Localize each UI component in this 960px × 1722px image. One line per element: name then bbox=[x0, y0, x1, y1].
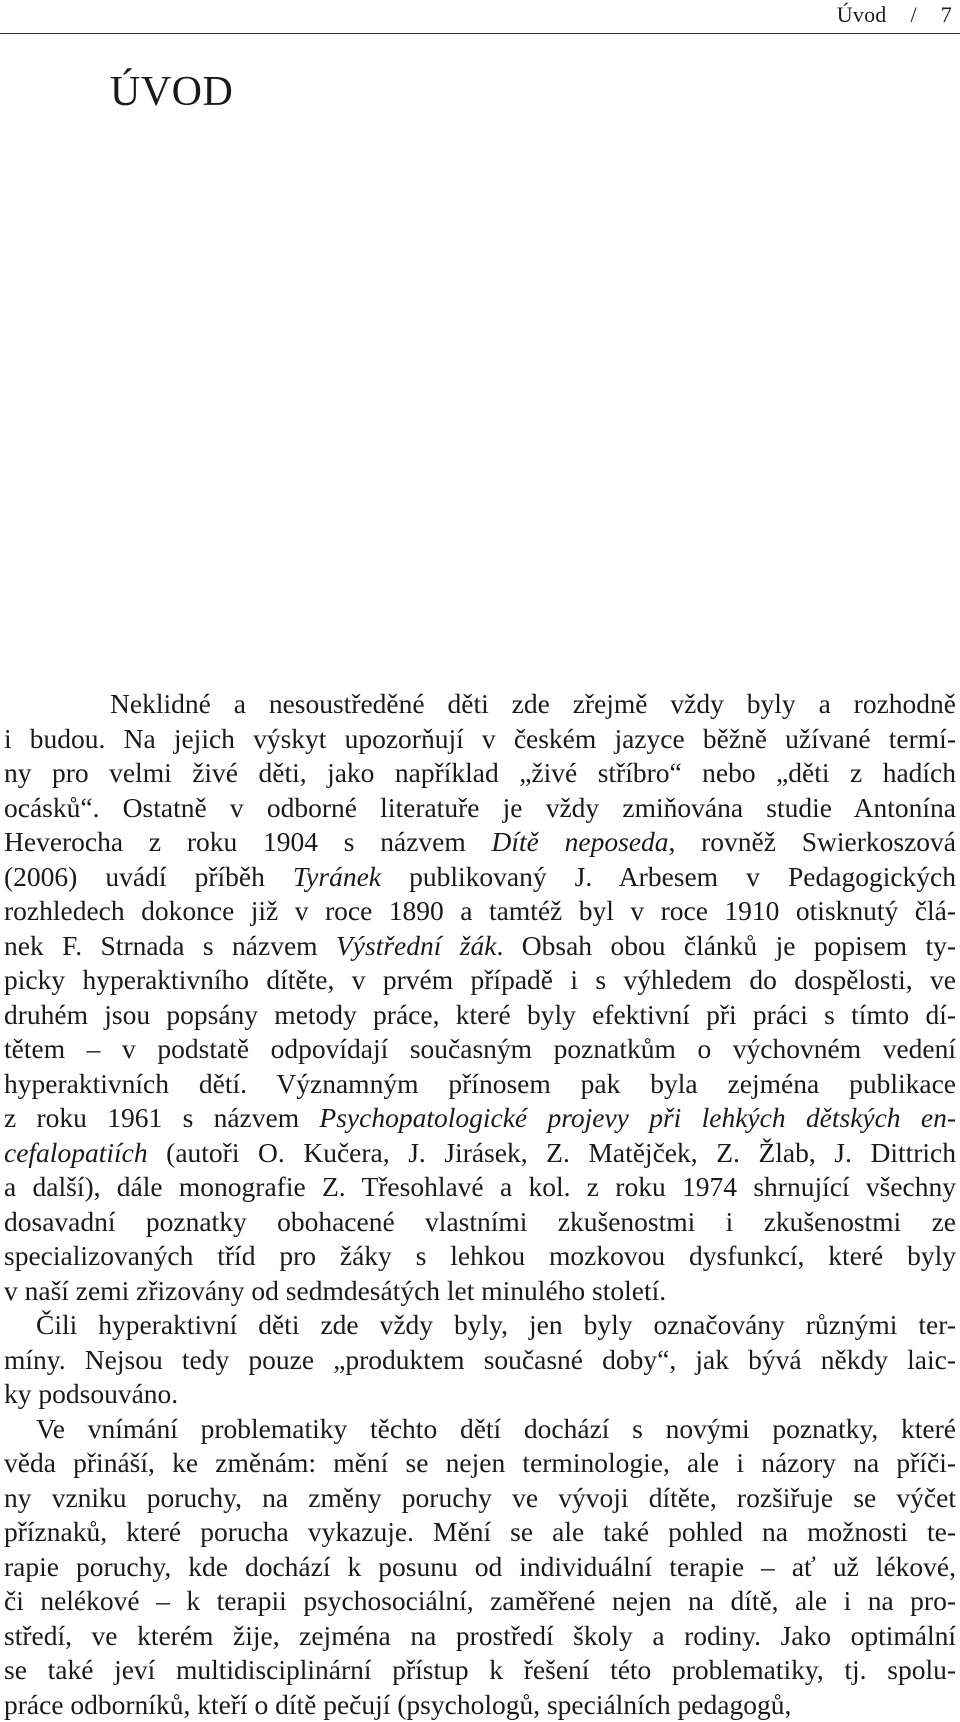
italic-title: Výstřední žák bbox=[336, 930, 496, 961]
text-line: rozhledech dokonce již v roce 1890 a tamtéž byl v roce 1910 otisknutý člá- bbox=[4, 894, 956, 929]
text-line: cefalopatiích (autoři O. Kučera, J. Jirásek, Z. Matějček, Z. Žlab, J. Dittrich bbox=[4, 1136, 956, 1171]
text-line: ny vzniku poruchy, na změny poruchy ve vývoji dítěte, rozšiřuje se výčet bbox=[4, 1481, 956, 1516]
text-line: věda přináší, ke změnám: mění se nejen terminologie, ale i názory na příči- bbox=[4, 1446, 956, 1481]
text-line: (2006) uvádí příběh Tyránek publikovaný J. Arbesem v Pedagogických bbox=[4, 860, 956, 895]
running-head-section: Úvod bbox=[837, 2, 887, 27]
italic-title: Psychopatologické projevy při lehkých dětských en- bbox=[319, 1102, 956, 1133]
text-line: a další), dále monografie Z. Třesohlavé a kol. z roku 1974 shrnující všechny bbox=[4, 1170, 956, 1205]
text-line: i budou. Na jejich výskyt upozorňují v českém jazyce běžně užívané termí- bbox=[4, 722, 956, 757]
text-line: v naší zemi zřizovány od sedmdesátých let minulého století. bbox=[4, 1274, 956, 1309]
chapter-title: ÚVOD bbox=[110, 68, 233, 116]
text-line: druhém jsou popsány metody práce, které byly efektivní při práci s tímto dí- bbox=[4, 998, 956, 1033]
text-line: Neklidné a nesoustředěné děti zde zřejmě vždy byly a rozhodně bbox=[4, 687, 956, 722]
text-line: příznaků, které porucha vykazuje. Mění se ale také pohled na možnosti te- bbox=[4, 1515, 956, 1550]
italic-title: cefalopatiích bbox=[4, 1137, 148, 1168]
text-line: ocásků“. Ostatně v odborné literatuře je vždy zmiňována studie Antonína bbox=[4, 791, 956, 826]
text-line: ny pro velmi živé děti, jako například „živé stříbro“ nebo „děti z hadích bbox=[4, 756, 956, 791]
text-line: ky podsouváno. bbox=[4, 1377, 956, 1412]
text-line: picky hyperaktivního dítěte, v prvém případě i s výhledem do dospělosti, ve bbox=[4, 963, 956, 998]
text-line: Heverocha z roku 1904 s názvem Dítě neposeda, rovněž Swierkoszová bbox=[4, 825, 956, 860]
text-line: se také jeví multidisciplinární přístup k řešení této problematiky, tj. spolu- bbox=[4, 1653, 956, 1688]
running-head bbox=[837, 2, 952, 28]
text-line: specializovaných tříd pro žáky s lehkou mozkovou dysfunkcí, které byly bbox=[4, 1239, 956, 1274]
paragraph bbox=[4, 1412, 956, 1722]
text-line: hyperaktivních dětí. Významným přínosem pak byla zejména publikace bbox=[4, 1067, 956, 1102]
text-line: Čili hyperaktivní děti zde vždy byly, jen byly označovány různými ter- bbox=[4, 1308, 956, 1343]
running-head-separator: / bbox=[910, 2, 916, 28]
text-line: míny. Nejsou tedy pouze „produktem současné doby“, jak bývá někdy laic- bbox=[4, 1343, 956, 1378]
text-line: či nelékové – k terapii psychosociální, zaměřené nejen na dítě, ale i na pro- bbox=[4, 1584, 956, 1619]
text-line: středí, ve kterém žije, zejména na prostředí školy a rodiny. Jako optimální bbox=[4, 1619, 956, 1654]
header-rule bbox=[0, 33, 960, 34]
paragraph bbox=[4, 1308, 956, 1412]
text-line: nek F. Strnada s názvem Výstřední žák. Obsah obou článků je popisem ty- bbox=[4, 929, 956, 964]
text-line: dosavadní poznatky obohacené vlastními zkušenostmi i zkušenostmi ze bbox=[4, 1205, 956, 1240]
text-line: Ve vnímání problematiky těchto dětí dochází s novými poznatky, které bbox=[4, 1412, 956, 1447]
text-line: práce odborníků, kteří o dítě pečují (psychologů, speciálních pedagogů, bbox=[4, 1688, 956, 1722]
paragraph bbox=[4, 687, 956, 1308]
page-number: 7 bbox=[941, 2, 952, 27]
text-line: z roku 1961 s názvem Psychopatologické projevy při lehkých dětských en- bbox=[4, 1101, 956, 1136]
italic-title: Dítě neposeda bbox=[492, 826, 669, 857]
body-text bbox=[4, 687, 956, 1722]
italic-title: Tyránek bbox=[293, 861, 381, 892]
text-line: rapie poruchy, kde dochází k posunu od individuální terapie – ať už lékové, bbox=[4, 1550, 956, 1585]
text-line: tětem – v podstatě odpovídají současným poznatkům o výchovném vedení bbox=[4, 1032, 956, 1067]
